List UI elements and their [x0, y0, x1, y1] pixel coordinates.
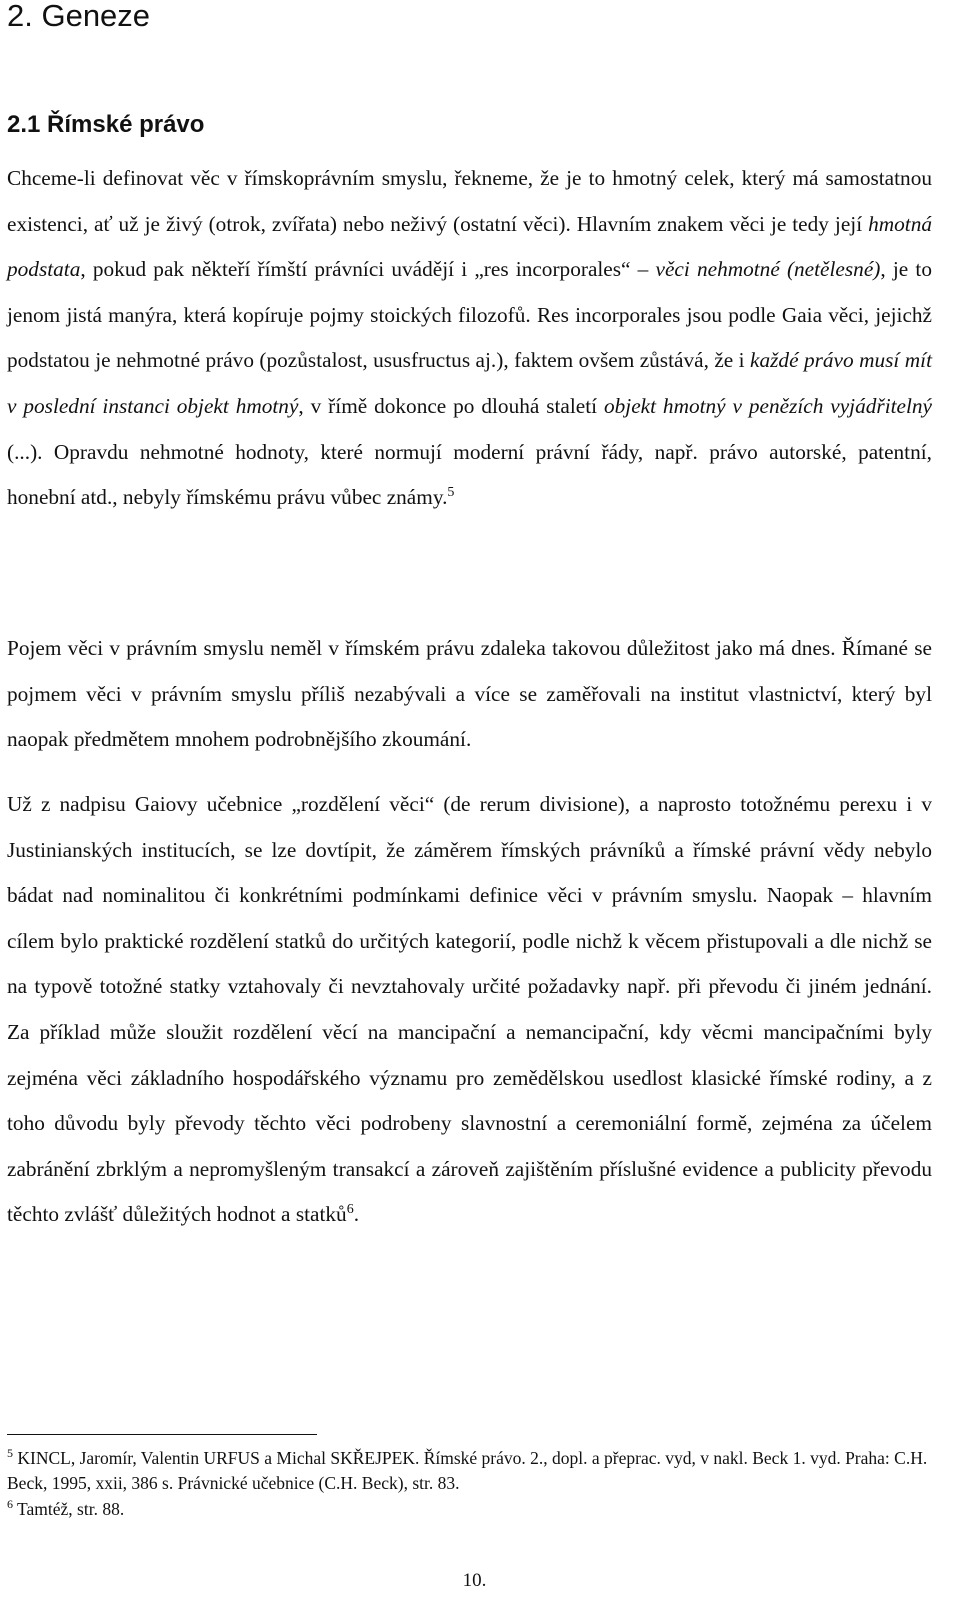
footnote-5 [7, 1446, 942, 1496]
footnote-ref-5[interactable]: 5 [447, 485, 455, 501]
paragraph-division: Už z nadpisu Gaiovy učebnice „rozdělení věci“ (de rerum divisione), a naprosto totožnému perexu i v Justinianských institucích, se lze dovtípit, že záměrem římských právníků a římské právní vědy nebylo bádat nad nominalitou či konkrétními podmínkami definice věci v právním smyslu. Naopak – hlavním cílem bylo praktické rozdělení statků do určitých kategorií, podle nichž k věcem přistupovali a dle nichž se na typově totožné statky vztahovaly či nevztahovaly určité požadavky např. při převodu či jiném jednání. Za příklad může sloužit rozdělení věcí na mancipační a nemancipační, kdy věcmi mancipačními byly zejména věci základního hospodářského významu pro zemědělskou usedlost klasické římské rodiny, a z toho důvodu byly převody těchto věci podrobeny slavnostní a ceremoniální formě, zejména za účelem zabránění zbrklým a nepromyšleným transakcí a zároveň zajištěním příslušné evidence a publicity převodu těchto zvlášť důležitých hodnot a statků$^6$. [7, 792, 932, 1227]
chapter-title: 2. Geneze [7, 0, 151, 33]
footnote-text: Tamtéž, str. 88. [13, 1499, 125, 1519]
paragraph-importance: Pojem věci v právním smyslu neměl v římském právu zdaleka takovou důležitost jako má dnes. Římané se pojmem věci v právním smyslu příliš nezabývali a více se zaměřovali na institut vlastnictví, který byl naopak předmětem mnohem podrobnějšího zkoumání. [7, 636, 932, 752]
page-number: 10. [462, 1570, 487, 1591]
section-title: 2.1 Římské právo [7, 111, 205, 138]
footnote-separator [7, 1434, 317, 1435]
footnote-text: KINCL, Jaromír, Valentin URFUS a Michal SKŘEJPEK. Římské právo. 2., dopl. a přeprac. vyd, v nakl. Beck 1. vyd. Praha: C.H. Beck, 1995, xxii, 386 s. Právnické učebnice (C.H. Beck), str. 83. [7, 1448, 928, 1493]
footnote-ref-6[interactable]: 6 [346, 1202, 354, 1218]
footnote-number: 5 [7, 1446, 13, 1461]
paragraph-definition: Chceme-li definovat věc v římskoprávním smyslu, řekneme, že je to hmotný celek, který má samostatnou existenci, ať už je živý (otrok, zvířata) nebo neživý (ostatní věci). Hlavním znakem věci je tedy její hmotná podstata, pokud pak někteří římští právníci uvádějí i „res incorporales“ – věci nehmotné (netělesné), je to jenom jistá manýra, která kopíruje pojmy stoických filozofů. Res incorporales jsou podle Gaia věci, jejichž podstatou je nehmotné právo (pozůstalost, ususfructus aj.), faktem ovšem zůstává, že i každé právo musí mít v poslední instanci objekt hmotný, v římě dokonce po dlouhá staletí objekt hmotný v penězích vyjádřitelný (...). Opravdu nehmotné hodnoty, které normují moderní právní řády, např. právo autorské, patentní, honební atd., nebyly římskému právu vůbec známy.$^5$ [7, 166, 932, 510]
footnote-number: 6 [7, 1497, 13, 1512]
footnote-6 [7, 1497, 942, 1522]
